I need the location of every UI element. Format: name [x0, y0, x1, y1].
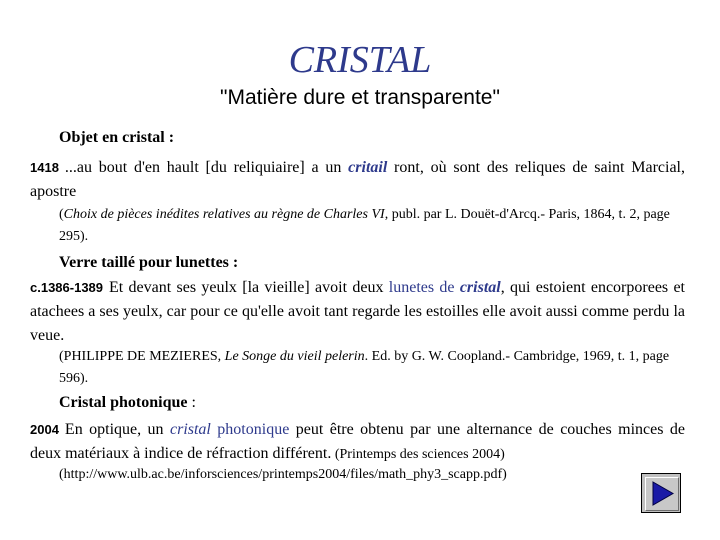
section-heading-photonique: [59, 394, 196, 412]
quote-text: , qui estoient encorporees et atachees a ses yeulx, car pour ce qu'elle avoit tant regarde les estoilles elle avoit aussi comme perdu la veue.: [30, 279, 685, 344]
page-subtitle: "Matière dure et transparente": [220, 86, 500, 109]
citation-title: Le Songe du vieil pelerin: [224, 349, 365, 364]
quote-entry: [30, 418, 685, 467]
citation: [59, 346, 689, 390]
citation-text: (: [59, 207, 64, 222]
keyword-phrase: lunetes de: [388, 279, 460, 296]
citation-text: , publ. par L. Douët-d'Arcq.- Paris, 1864, t. 2, page 295).: [59, 207, 670, 244]
next-slide-button[interactable]: [641, 473, 681, 513]
keyword: critail: [348, 159, 388, 176]
page-title: CRISTAL: [288, 39, 432, 81]
quote-text: peut être obtenu par une alternance de couches minces de deux matériaux à indice de réfraction différent.: [30, 421, 686, 462]
source-note: (Printemps des sciences 2004): [331, 447, 505, 462]
keyword: cristal: [459, 279, 501, 296]
quote-text: En optique, un: [64, 421, 170, 438]
quote-text: ...au bout d'en hault [du reliquiaire] a un: [64, 159, 349, 176]
quote-entry: [30, 276, 685, 348]
heading-text: Cristal photonique: [59, 394, 188, 411]
quote-entry: [30, 156, 685, 204]
play-right-icon: [642, 474, 682, 514]
keyword: cristal: [169, 421, 211, 438]
section-heading-objet: Objet en cristal :: [59, 129, 175, 146]
source-url: (http://www.ulb.ac.be/inforsciences/printemps2004/files/math_phy3_scapp.pdf): [59, 467, 507, 482]
quote-text: Et devant ses yeulx [la vieille] avoit deux: [109, 279, 389, 296]
citation: [59, 204, 689, 248]
section-heading-verre: Verre taillé pour lunettes :: [59, 254, 239, 271]
heading-suffix: :: [187, 394, 196, 411]
entry-date: 2004: [30, 422, 59, 437]
entry-date: 1418: [30, 160, 59, 175]
entry-date: c.1386-1389: [30, 280, 104, 295]
citation-title: Choix de pièces inédites relatives au règne de Charles VI: [63, 207, 385, 222]
quote-text: ront, où sont des reliques de saint Marcial, apostre: [30, 159, 685, 200]
citation-text: (PHILIPPE DE MEZIERES,: [59, 349, 225, 364]
citation-text: . Ed. by G. W. Coopland.- Cambridge, 1969, t. 1, page 596).: [59, 349, 670, 386]
keyword-phrase: photonique: [210, 421, 290, 438]
